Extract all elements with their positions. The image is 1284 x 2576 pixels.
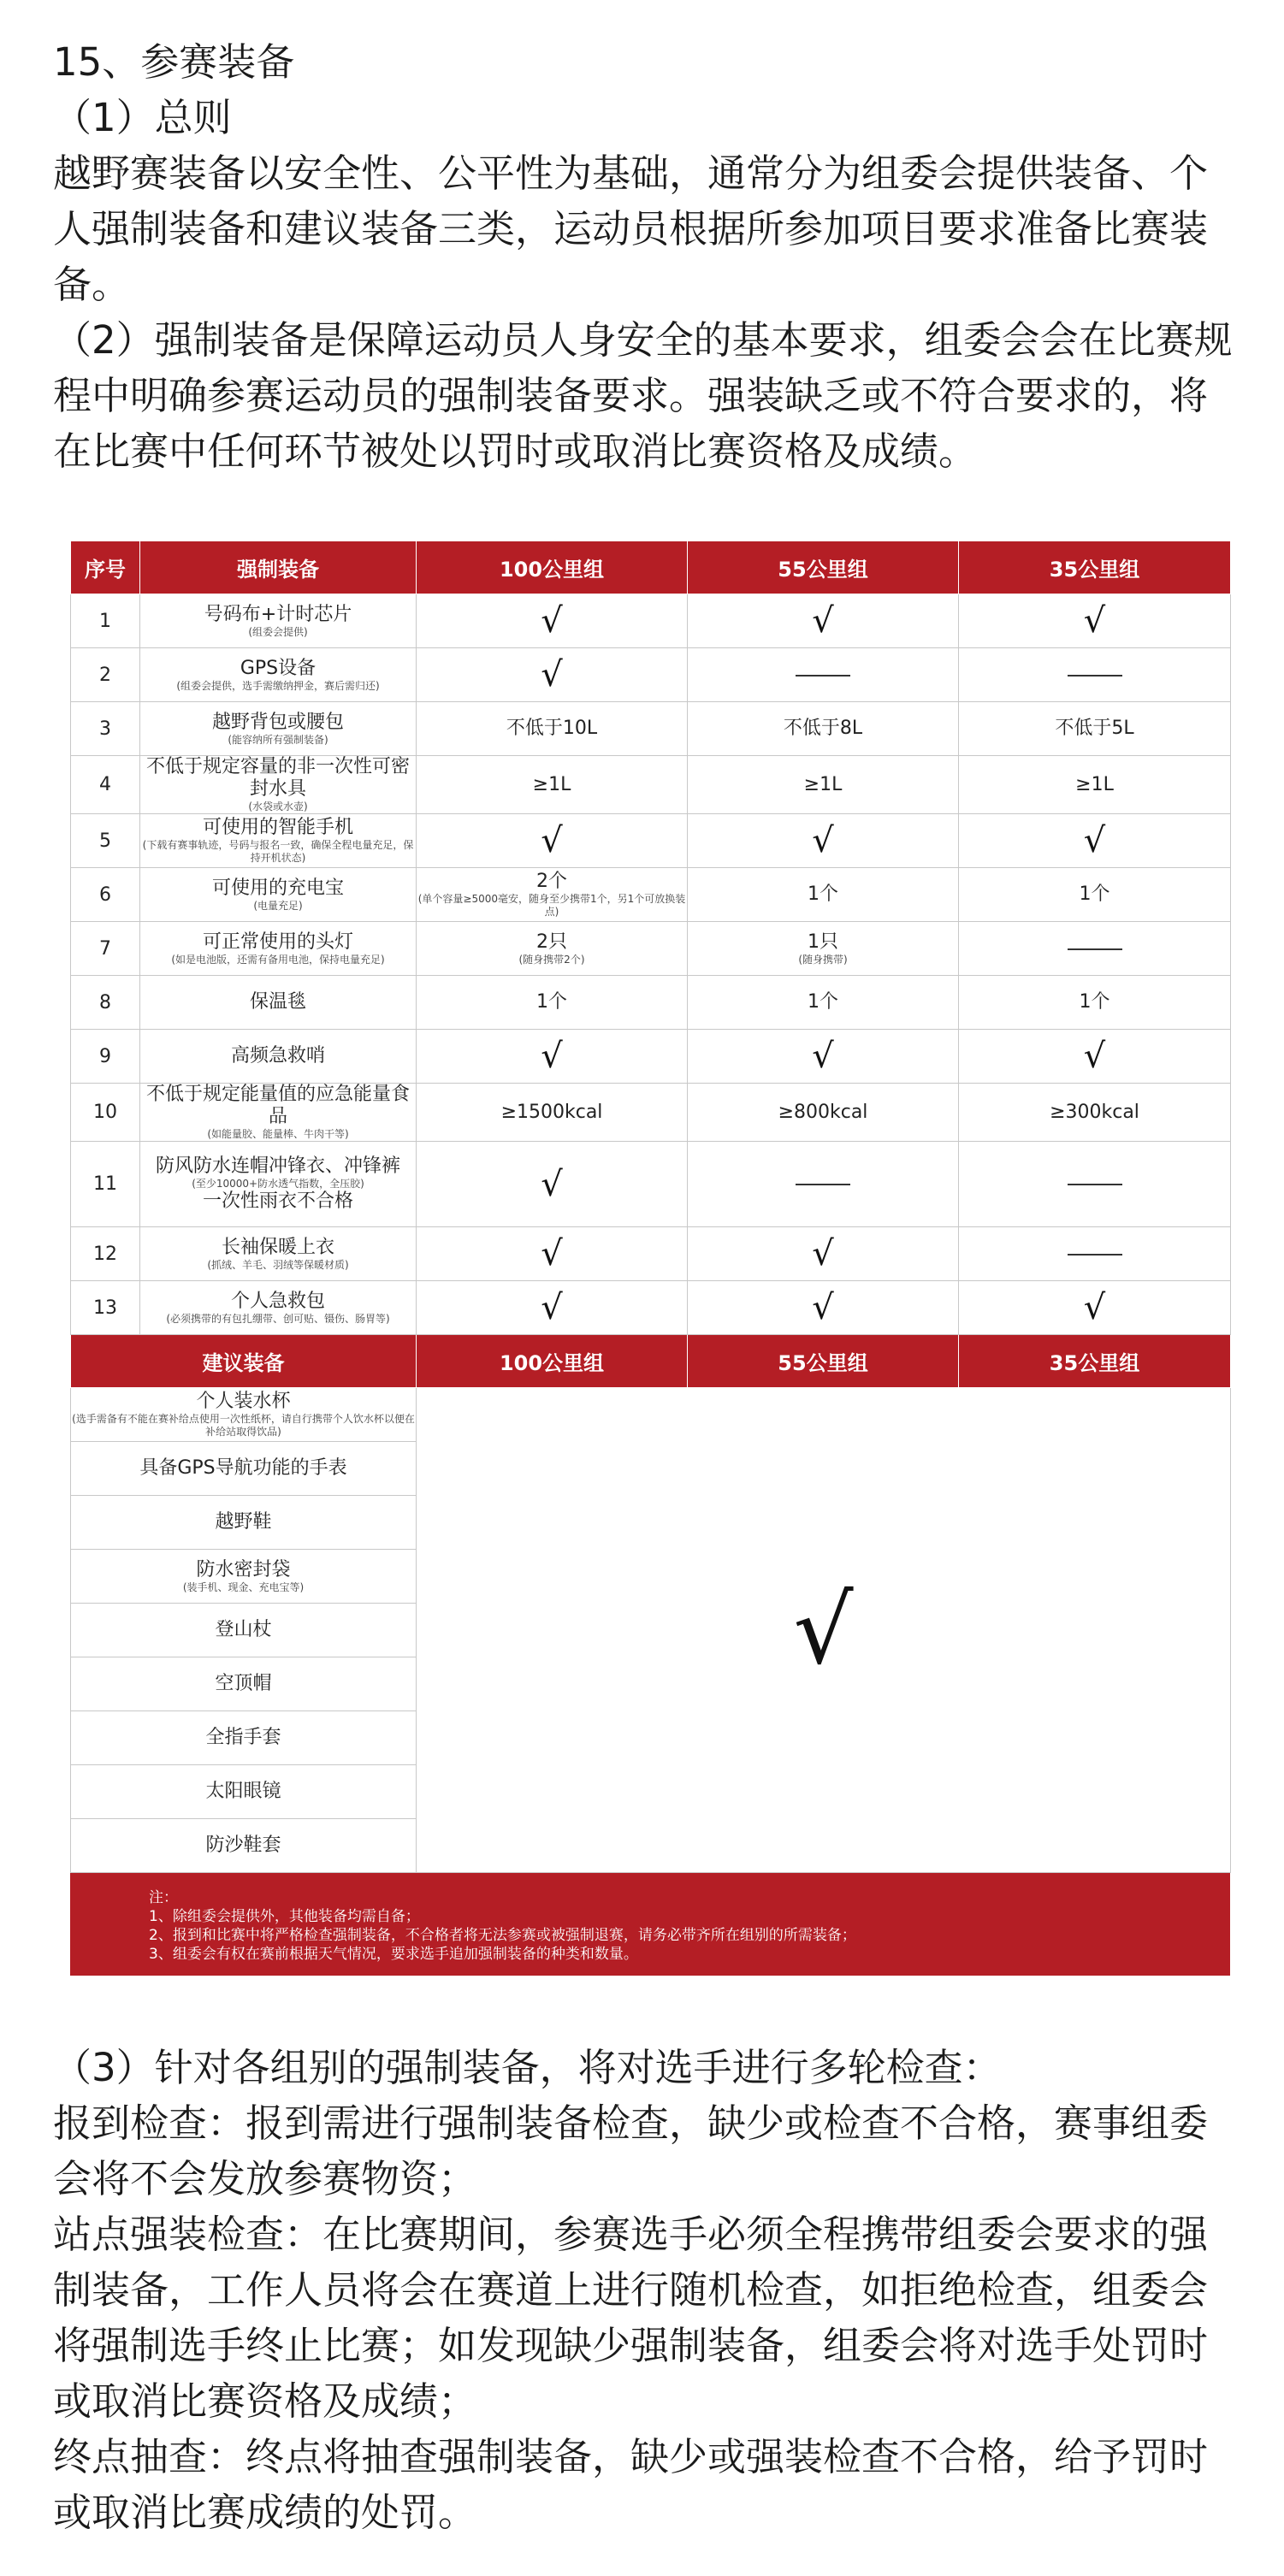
value-text: ≥1L (803, 773, 843, 795)
value-cell (959, 702, 1231, 756)
suggested-all-groups-cell (417, 1388, 1231, 1873)
value-cell (417, 1227, 688, 1281)
table-row (71, 922, 1231, 976)
row-number-cell: 5 (71, 814, 140, 868)
row-number-cell: 7 (71, 922, 140, 976)
check-icon: √ (541, 655, 563, 694)
value-cell (688, 1142, 959, 1227)
subsection-heading: （1）总则 (53, 95, 232, 140)
subsection-heading: （3）针对各组别的强制装备，将对选手进行多轮检查： (53, 2045, 1002, 2090)
item-note: (如是电池版，还需有备用电池，保持电量充足) (171, 953, 385, 966)
value-cell (688, 756, 959, 814)
value-cell (688, 648, 959, 702)
value-cell (417, 1281, 688, 1335)
value-cell (688, 1084, 959, 1142)
value-text: 1个 (808, 883, 838, 905)
check-icon: √ (541, 1288, 563, 1327)
item-name: 登山杖 (215, 1619, 272, 1640)
paragraph: 越野赛装备以安全性、公平性为基础，通常分为组委会提供装备、个人强制装备和建议装备三类，运动员根据所参加项目要求准备比赛装备。 (53, 151, 1209, 307)
value-text: 不低于10L (506, 718, 598, 739)
item-note: (如能量胶、能量棒、牛肉干等) (207, 1128, 349, 1140)
table-row (71, 648, 1231, 702)
row-number-cell: 13 (71, 1281, 140, 1335)
item-cell (140, 594, 417, 648)
paragraph: 终点抽查：终点将抽查强制装备，缺少或强装检查不合格，给予罚时或取消比赛成绩的处罚。 (53, 2434, 1209, 2535)
header-cell: 35公里组 (959, 1335, 1231, 1388)
value-cell (417, 1030, 688, 1084)
value-cell (688, 976, 959, 1030)
value-text: ≥300kcal (1050, 1101, 1139, 1123)
not-required-dash-icon (1068, 1184, 1122, 1185)
item-name-extra: 一次性雨衣不合格 (202, 1191, 353, 1212)
suggested-item-cell (71, 1604, 417, 1657)
item-cell (140, 868, 417, 922)
not-required-dash-icon (1068, 1254, 1122, 1256)
item-name: GPS设备 (240, 657, 317, 679)
item-note: (水袋或水壶) (248, 801, 308, 812)
row-number-cell: 3 (71, 702, 140, 756)
table-row (71, 1388, 1231, 1442)
item-cell (140, 756, 417, 814)
value-cell (688, 594, 959, 648)
item-cell (140, 702, 417, 756)
value-cell (959, 868, 1231, 922)
value-text: 1个 (808, 991, 838, 1013)
row-number-cell: 11 (71, 1142, 140, 1227)
value-cell (688, 868, 959, 922)
table-row (71, 1281, 1231, 1335)
item-cell (140, 814, 417, 868)
intro-text (53, 34, 1242, 479)
value-cell (417, 702, 688, 756)
equipment-table (70, 541, 1230, 1976)
item-note: (抓绒、羊毛、羽绒等保暖材质) (207, 1258, 349, 1271)
value-cell (959, 1142, 1231, 1227)
header-cell: 55公里组 (688, 1335, 959, 1388)
item-cell (140, 922, 417, 976)
value-cell (417, 976, 688, 1030)
value-cell (417, 1084, 688, 1142)
item-name: 号码布+计时芯片 (204, 603, 352, 625)
notes-box (70, 1873, 1230, 1976)
table-row (71, 814, 1231, 868)
value-cell (688, 1281, 959, 1335)
value-cell (688, 702, 959, 756)
value-text: 不低于5L (1055, 718, 1134, 739)
item-cell (140, 1142, 417, 1227)
item-name: 具备GPS导航功能的手表 (139, 1457, 347, 1479)
paragraph: 站点强装检查：在比赛期间，参赛选手必须全程携带组委会要求的强制装备，工作人员将会在赛道上进行随机检查，如拒绝检查，组委会将强制选手终止比赛；如发现缺少强制装备，组委会将对选手处罚时或取消比赛资格及成绩； (53, 2212, 1209, 2424)
value-text: ≥1L (1075, 773, 1114, 795)
value-text: 2个 (536, 871, 567, 892)
item-name: 防沙鞋套 (205, 1835, 281, 1856)
value-cell (688, 1030, 959, 1084)
item-cell (140, 1084, 417, 1142)
suggested-item-cell (71, 1550, 417, 1604)
check-icon: √ (541, 1164, 563, 1204)
table-header-row (71, 541, 1231, 594)
value-cell (417, 648, 688, 702)
table-row (71, 594, 1231, 648)
table-row (71, 868, 1231, 922)
value-text: 1个 (1079, 991, 1110, 1013)
header-cell: 35公里组 (959, 541, 1231, 594)
item-cell (140, 1281, 417, 1335)
note-line: 2、报到和比赛中将严格检查强制装备，不合格者将无法参赛或被强制退赛，请务必带齐所在组别的所需装备； (149, 1927, 856, 1944)
value-cell (959, 756, 1231, 814)
note-line: 注： (149, 1889, 178, 1906)
value-text: ≥1500kcal (500, 1101, 603, 1123)
item-name: 个人装水杯 (196, 1391, 291, 1412)
value-text: 1只 (808, 931, 838, 953)
value-text: ≥800kcal (778, 1101, 868, 1123)
paragraph: （2）强制装备是保障运动员人身安全的基本要求，组委会会在比赛规程中明确参赛运动员的强制装备要求。强装缺乏或不符合要求的，将在比赛中任何环节被处以罚时或取消比赛资格及成绩。 (53, 317, 1233, 474)
row-number-cell: 2 (71, 648, 140, 702)
not-required-dash-icon (796, 675, 850, 676)
value-cell (417, 922, 688, 976)
item-note: (选手需备有不能在赛补给点使用一次性纸杯，请自行携带个人饮水杯以便在补给站取得饮品) (72, 1413, 415, 1438)
value-text: 2只 (536, 931, 567, 953)
check-icon: √ (812, 1234, 834, 1273)
item-name: 全指手套 (205, 1727, 281, 1748)
item-cell (140, 1227, 417, 1281)
row-number-cell: 10 (71, 1084, 140, 1142)
value-cell (688, 922, 959, 976)
suggested-section (71, 1335, 1231, 1388)
item-name: 越野鞋 (215, 1511, 272, 1533)
header-cell: 55公里组 (688, 541, 959, 594)
table-row (71, 702, 1231, 756)
value-cell (688, 814, 959, 868)
value-cell (959, 648, 1231, 702)
check-icon: √ (1083, 1288, 1106, 1327)
value-note: (随身携带) (798, 953, 848, 966)
item-name: 高频急救哨 (230, 1045, 325, 1066)
check-icon: √ (541, 821, 563, 860)
value-cell (417, 868, 688, 922)
item-note: (至少10000+防水透气指数，全压胶) (192, 1178, 364, 1190)
item-note: (电量充足) (253, 899, 303, 912)
item-name: 可正常使用的头灯 (202, 931, 353, 953)
check-icon: √ (1083, 601, 1106, 641)
value-cell (417, 814, 688, 868)
not-required-dash-icon (796, 1184, 850, 1185)
suggested-rows (71, 1388, 1231, 1873)
item-name: 防风防水连帽冲锋衣、冲锋裤 (155, 1155, 400, 1177)
item-name: 可使用的充电宝 (211, 877, 344, 899)
row-number-cell: 12 (71, 1227, 140, 1281)
check-icon: √ (1083, 1037, 1106, 1076)
check-icon: √ (812, 1288, 834, 1327)
item-name: 不低于规定容量的非一次性可密封水具 (145, 756, 410, 800)
section-heading: 15、参赛装备 (53, 39, 295, 85)
value-cell (417, 1142, 688, 1227)
check-icon: √ (541, 1234, 563, 1273)
row-number-cell: 8 (71, 976, 140, 1030)
value-cell (959, 976, 1231, 1030)
value-cell (959, 1227, 1231, 1281)
value-cell (959, 1084, 1231, 1142)
outro-text (53, 2040, 1242, 2540)
not-required-dash-icon (1068, 948, 1122, 950)
value-note: (随身携带2个) (518, 953, 585, 966)
suggested-item-cell (71, 1657, 417, 1711)
value-text: 1个 (1079, 883, 1110, 905)
table-header-row (71, 1335, 1231, 1388)
row-number-cell: 9 (71, 1030, 140, 1084)
note-line: 1、除组委会提供外，其他装备均需自备； (149, 1908, 420, 1925)
item-name: 越野背包或腰包 (211, 711, 344, 733)
item-name: 可使用的智能手机 (202, 817, 353, 838)
item-note: (能容纳所有强制装备) (228, 733, 328, 746)
item-note: (组委会提供) (248, 625, 308, 638)
suggested-item-cell (71, 1819, 417, 1873)
value-text: 不低于8L (783, 718, 863, 739)
header-cell: 强制装备 (140, 541, 417, 594)
value-text: ≥1L (532, 773, 571, 795)
value-cell (959, 922, 1231, 976)
item-name: 空顶帽 (215, 1673, 272, 1694)
table-row (71, 1142, 1231, 1227)
table-row (71, 1227, 1231, 1281)
check-icon: √ (812, 1037, 834, 1076)
item-cell (140, 976, 417, 1030)
value-cell (959, 814, 1231, 868)
item-note: (下载有赛事轨迹，号码与报名一致，确保全程电量充足，保持开机状态) (142, 839, 414, 864)
table-row (71, 976, 1231, 1030)
item-name: 不低于规定能量值的应急能量食品 (145, 1084, 410, 1127)
item-note: (必须携带的有包扎绷带、创可贴、镊伤、肠胃等) (166, 1312, 390, 1325)
row-number-cell: 4 (71, 756, 140, 814)
value-cell (959, 1030, 1231, 1084)
item-cell (140, 648, 417, 702)
check-icon: √ (812, 601, 834, 641)
item-name: 保温毯 (249, 991, 306, 1013)
row-number-cell: 1 (71, 594, 140, 648)
value-text: 1个 (536, 991, 567, 1013)
value-cell (959, 594, 1231, 648)
item-name: 太阳眼镜 (205, 1781, 281, 1802)
table-row (71, 756, 1231, 814)
value-cell (688, 1227, 959, 1281)
table-row (71, 1030, 1231, 1084)
item-name: 防水密封袋 (196, 1558, 291, 1580)
header-cell: 100公里组 (417, 541, 688, 594)
value-note: (单个容量≥5000毫安，随身至少携带1个，另1个可放换装点) (417, 893, 686, 918)
suggested-item-cell (71, 1711, 417, 1765)
note-line: 3、组委会有权在赛前根据天气情况，要求选手追加强制装备的种类和数量。 (149, 1946, 638, 1963)
check-icon: √ (812, 821, 834, 860)
header-cell: 序号 (71, 541, 140, 594)
item-name: 个人急救包 (230, 1290, 325, 1312)
check-icon: √ (541, 1037, 563, 1076)
suggested-item-cell (71, 1496, 417, 1550)
check-icon: √ (793, 1575, 854, 1685)
item-note: (组委会提供，选手需缴纳押金，赛后需归还) (176, 679, 380, 692)
suggested-item-cell (71, 1388, 417, 1442)
suggested-item-cell (71, 1765, 417, 1819)
not-required-dash-icon (1068, 675, 1122, 676)
header-cell: 建议装备 (71, 1335, 417, 1388)
item-note: (装手机、现金、充电宝等) (182, 1580, 305, 1593)
paragraph: 报到检查：报到需进行强制装备检查，缺少或检查不合格，赛事组委会将不会发放参赛物资； (53, 2100, 1209, 2201)
mandatory-rows (71, 594, 1231, 1335)
table-row (71, 1084, 1231, 1142)
check-icon: √ (541, 601, 563, 641)
value-cell (417, 594, 688, 648)
item-cell (140, 1030, 417, 1084)
check-icon: √ (1083, 821, 1106, 860)
item-name: 长袖保暖上衣 (221, 1236, 334, 1258)
value-cell (417, 756, 688, 814)
value-cell (959, 1281, 1231, 1335)
header-cell: 100公里组 (417, 1335, 688, 1388)
suggested-item-cell (71, 1442, 417, 1496)
row-number-cell: 6 (71, 868, 140, 922)
